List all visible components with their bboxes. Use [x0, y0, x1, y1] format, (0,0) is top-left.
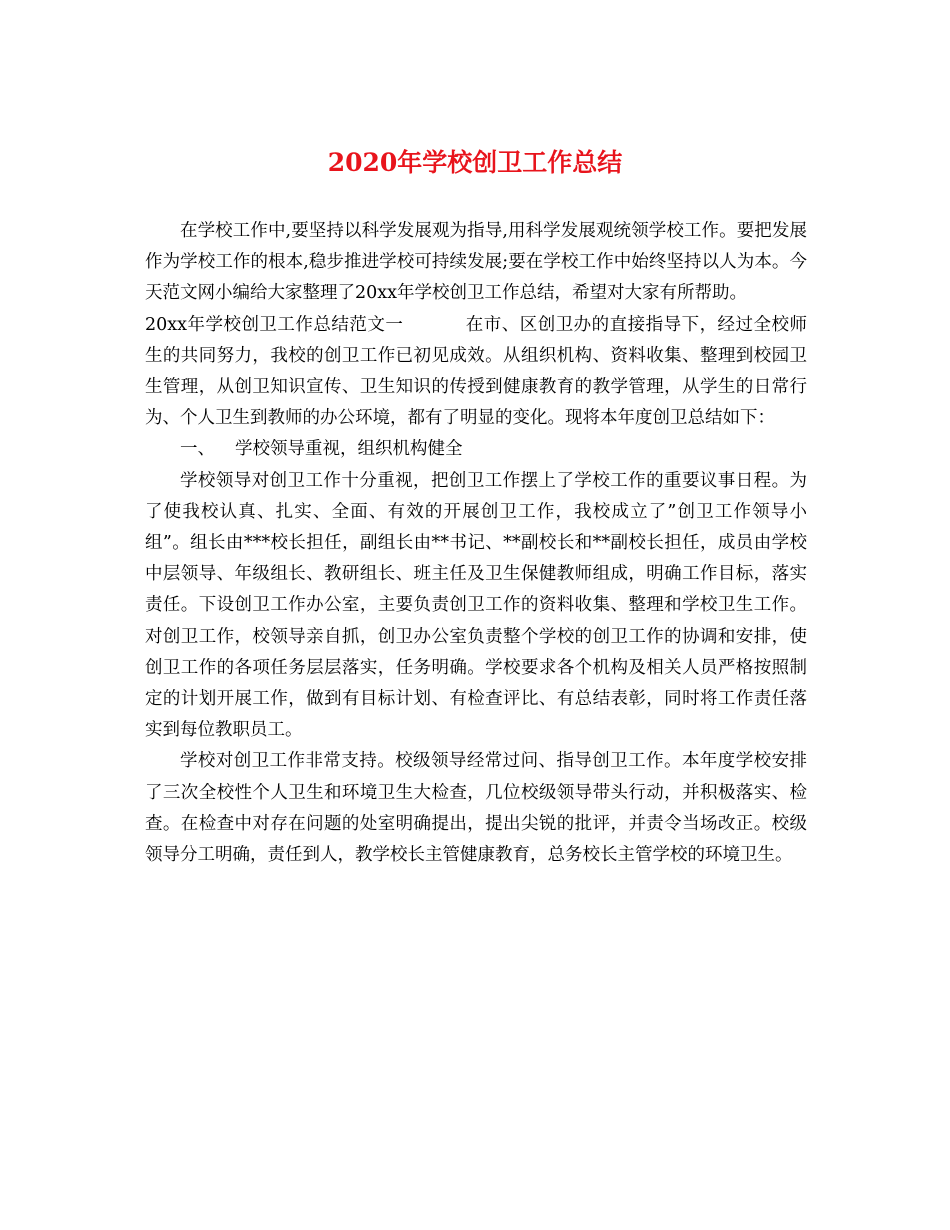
document-body — [145, 216, 807, 871]
body-paragraph-2: 学校领导对创卫工作十分重视，把创卫工作摆上了学校工作的重要议事日程。为了使我校认真、扎实、全面、有效的开展创卫工作，我校成立了”创卫工作领导小组”。组长由***校长担任，副组长由**书记、**副校长和**副校长担任，成员由学校中层领导、年级组长、教研组长、班主任及卫生保健教师组成，明确工作目标，落实责任。下设创卫工作办公室，主要负责创卫工作的资料收集、整理和学校卫生工作。对创卫工作，校领导亲自抓，创卫办公室负责整个学校的创卫工作的协调和安排，使创卫工作的各项任务层层落实，任务明确。学校要求各个机构及相关人员严格按照制定的计划开展工作，做到有目标计划、有检查评比、有总结表彰，同时将工作责任落实到每位教职员工。 — [145, 470, 807, 741]
section-number: 一、 — [180, 439, 215, 460]
section-title: 学校领导重视，组织机构健全 — [235, 439, 463, 460]
body-paragraph-3: 学校对创卫工作非常支持。校级领导经常过问、指导创卫工作。本年度学校安排了三次全校性个人卫生和环境卫生大检查，几位校级领导带头行动，并积极落实、检查。在检查中对存在问题的处室明确提出，提出尖锐的批评，并责令当场改正。校级领导分工明确，责任到人，教学校长主管健康教育，总务校长主管学校的环境卫生。 — [145, 751, 807, 866]
section-heading — [145, 434, 807, 465]
sample-label: 20xx年学校创卫工作总结范文一 — [145, 314, 404, 335]
sample-first-paragraph — [145, 310, 807, 435]
sample-first-text: 在市、区创卫办的直接指导下，经过全校师生的共同努力，我校的创卫工作已初见成效。从组织机构、资料收集、整理到校园卫生管理，从创卫知识宣传、卫生知识的传授到健康教育的教学管理，从学生的日常行为、个人卫生到教师的办公环境，都有了明显的变化。现将本年度创卫总结如下： — [145, 314, 807, 429]
document-title: 2020年学校创卫工作总结 — [327, 148, 623, 177]
intro-paragraph: 在学校工作中,要坚持以科学发展观为指导,用科学发展观统领学校工作。要把发展作为学校工作的根本,稳步推进学校可持续发展;要在学校工作中始终坚持以人为本。今天范文网小编给大家整理了20xx年学校创卫工作总结，希望对大家有所帮助。 — [145, 221, 807, 304]
